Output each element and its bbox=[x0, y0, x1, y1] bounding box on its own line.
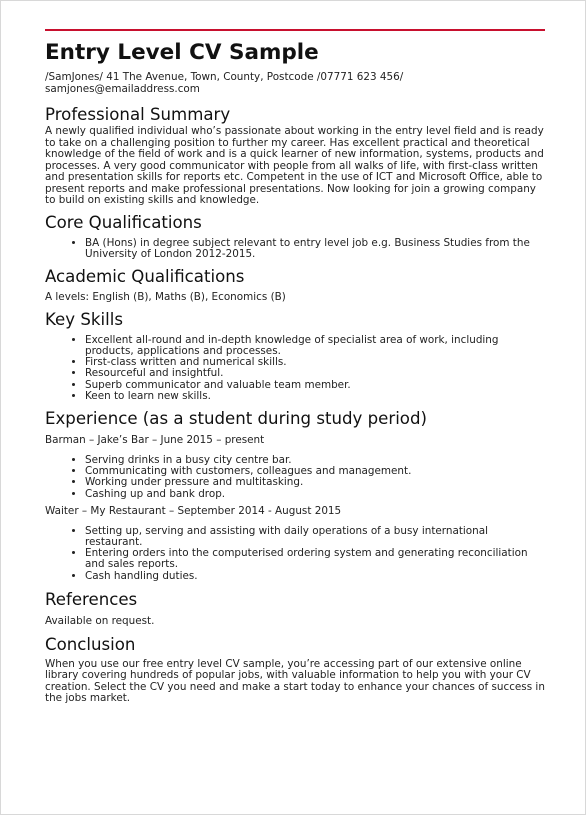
contact-line-email: samjones@emailaddress.com bbox=[45, 83, 200, 95]
job-title: Barman – Jake’s Bar – June 2015 – present bbox=[45, 434, 265, 447]
list-item: • Working under pressure and multitasking. bbox=[85, 477, 547, 488]
list-item: • Cash handling duties. bbox=[85, 571, 547, 582]
job-duties-list bbox=[45, 526, 547, 582]
job-title: Waiter – My Restaurant – September 2014 - August 2015 bbox=[45, 505, 342, 518]
academic-text: A levels: English (B), Maths (B), Economics (B) bbox=[45, 291, 286, 304]
core-list bbox=[45, 238, 547, 261]
section-heading-core: Core Qualifications bbox=[45, 212, 202, 232]
list-item: • Entering orders into the computerised ordering system and generating reconciliation and sales reports. bbox=[85, 548, 547, 571]
list-item: • First-class written and numerical skills. bbox=[85, 357, 547, 368]
section-heading-skills: Key Skills bbox=[45, 309, 123, 329]
list-item: • Excellent all-round and in-depth knowledge of specialist area of work, including products, applications and processes. bbox=[85, 335, 547, 358]
list-item: • Communicating with customers, colleagues and management. bbox=[85, 466, 547, 477]
list-item: • Serving drinks in a busy city centre bar. bbox=[85, 455, 547, 466]
conclusion-text: When you use our free entry level CV sample, you’re accessing part of our extensive online library covering hundreds of popular jobs, with valuable information to help you with your CV creation. Select the CV you need and make a start today to enhance your chances of success in the jobs market. bbox=[45, 657, 545, 705]
list-item: • Resourceful and insightful. bbox=[85, 368, 547, 379]
summary-text: A newly qualified individual who’s passionate about working in the entry level field and is ready to take on a challenging position to further my career. Has excellent practical and theoretical knowledge of the field of work and is a quick learner of new information, systems, products and processes. A very good communicator with people from all walks of life, with first-class written and presentation skills for reports etc. Competent in the use of ICT and Microsoft Office, able to present reports and make professional presentations. Now looking for join a growing company to build on existing skills and knowledge. bbox=[45, 125, 544, 206]
list-item: • Superb communicator and valuable team member. bbox=[85, 380, 547, 391]
section-heading-academic: Academic Qualifications bbox=[45, 267, 245, 287]
section-heading-references: References bbox=[45, 590, 138, 610]
job-duties-list bbox=[45, 455, 547, 500]
references-text: Available on request. bbox=[45, 615, 155, 628]
contact-details bbox=[45, 71, 547, 95]
cv-content bbox=[45, 39, 547, 705]
section-heading-conclusion: Conclusion bbox=[45, 634, 136, 654]
header-accent-rule bbox=[45, 29, 545, 31]
section-heading-summary: Professional Summary bbox=[45, 105, 231, 124]
list-item: • Cashing up and bank drop. bbox=[85, 489, 547, 500]
contact-line-address: /SamJones/ 41 The Avenue, Town, County, Postcode /07771 623 456/ bbox=[45, 71, 404, 83]
cv-title: Entry Level CV Sample bbox=[45, 40, 319, 65]
skills-list bbox=[45, 335, 547, 403]
list-item: • Setting up, serving and assisting with daily operations of a busy international restaurant. bbox=[85, 526, 547, 549]
list-item: • BA (Hons) in degree subject relevant to entry level job e.g. Business Studies from the University of London 2012-2015. bbox=[85, 238, 547, 261]
section-heading-experience: Experience (as a student during study period) bbox=[45, 409, 427, 429]
list-item: • Keen to learn new skills. bbox=[85, 391, 547, 402]
